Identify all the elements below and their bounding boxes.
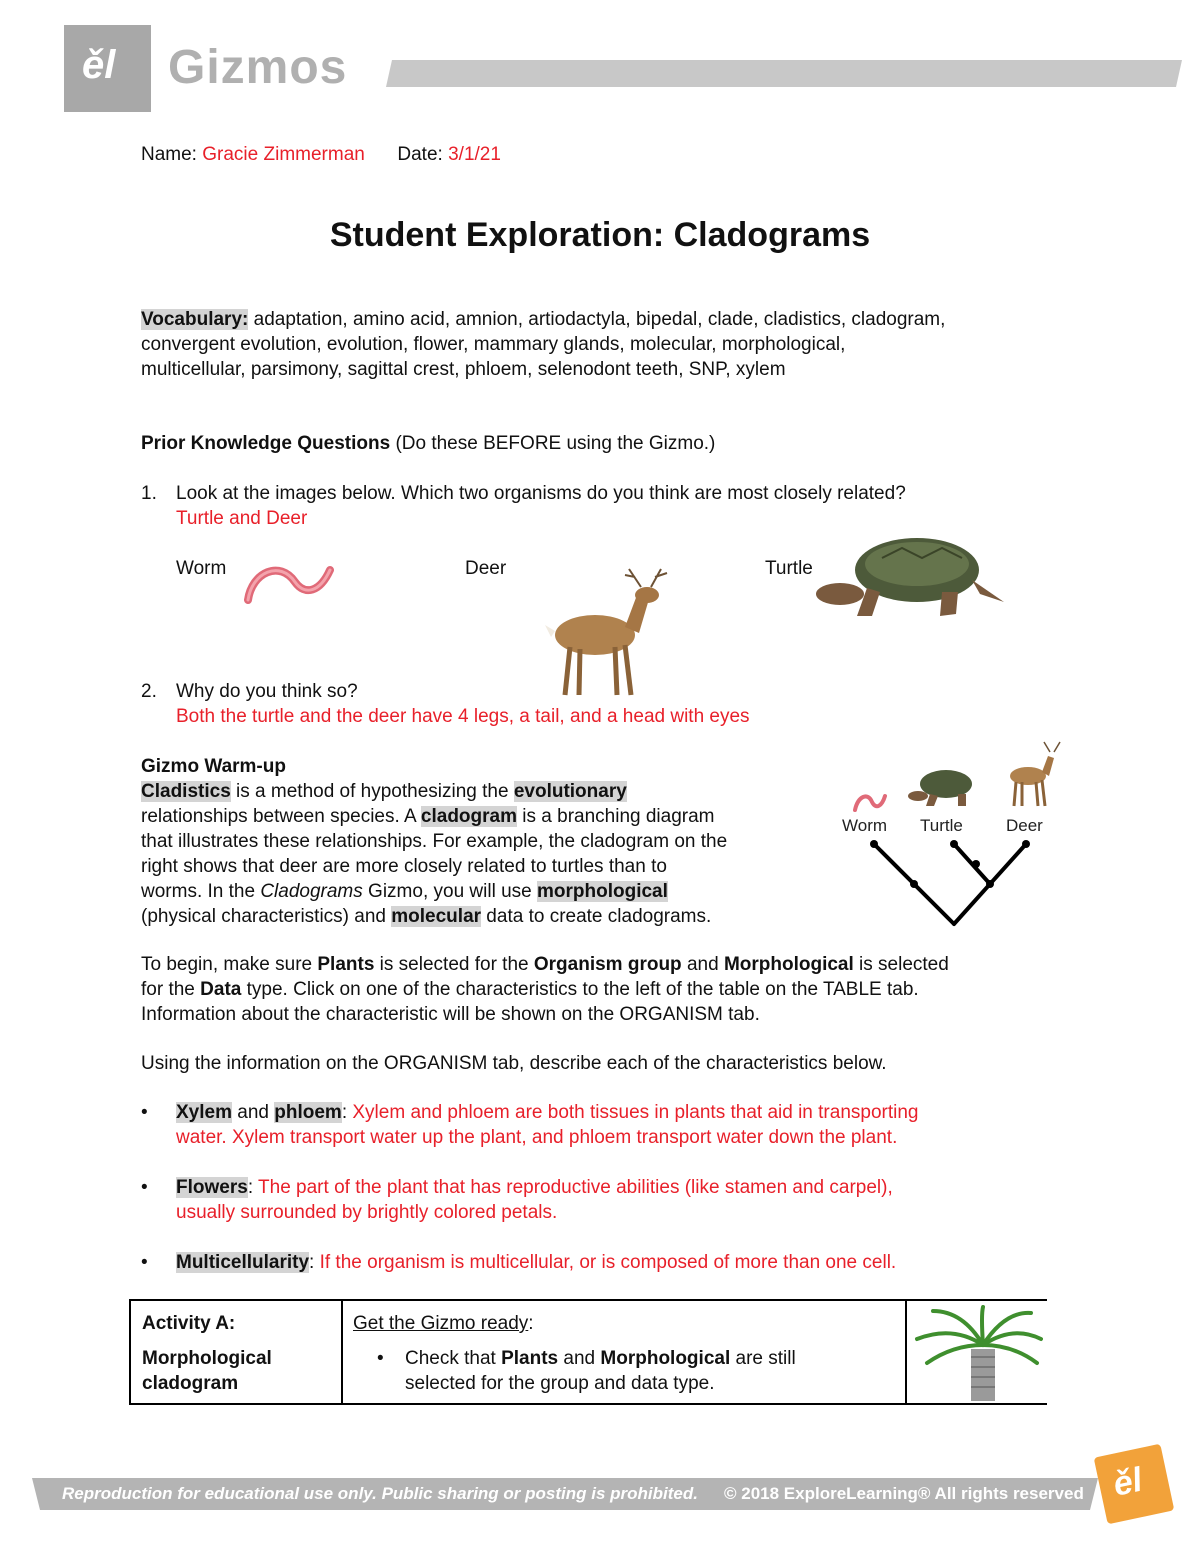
diagram-label-deer: Deer bbox=[1006, 816, 1043, 835]
question-1-answer: Turtle and Deer bbox=[176, 508, 308, 529]
answer-flowers-cont: usually surrounded by brightly colored petals. bbox=[176, 1202, 558, 1223]
term-cladistics: Cladistics bbox=[141, 781, 231, 802]
text-run: : bbox=[341, 1102, 353, 1123]
answer-xylem-cont: water. Xylem transport water up the plant, and phloem transport water down the plant. bbox=[176, 1127, 898, 1148]
text-run: data to create cladograms. bbox=[481, 906, 712, 927]
answer-xylem: Xylem and phloem are both tissues in plants that aid in transporting bbox=[352, 1102, 919, 1123]
term-morphological: Morphological bbox=[600, 1348, 731, 1369]
text-run: selected for the group and data type. bbox=[405, 1373, 715, 1394]
activity-title-cell bbox=[130, 1300, 342, 1404]
prior-heading bbox=[141, 431, 715, 456]
activity-label: Activity A: bbox=[142, 1313, 236, 1334]
begin-instructions bbox=[141, 952, 1101, 1027]
deer-mini-image bbox=[1000, 740, 1064, 810]
term-xylem: Xylem bbox=[176, 1102, 232, 1123]
term-flowers: Flowers bbox=[176, 1177, 248, 1198]
text-run: To begin, make sure bbox=[141, 954, 318, 975]
vocabulary-label: Vocabulary: bbox=[141, 309, 249, 330]
term-plants: Plants bbox=[501, 1348, 559, 1369]
name-label: Name: bbox=[141, 144, 197, 165]
text-run: Check that bbox=[405, 1348, 502, 1369]
name-value: Gracie Zimmerman bbox=[202, 144, 365, 165]
date-value: 3/1/21 bbox=[448, 144, 501, 165]
question-1 bbox=[176, 481, 1076, 531]
term-data: Data bbox=[200, 979, 242, 1000]
term-organism-group: Organism group bbox=[533, 954, 682, 975]
answer-flowers: The part of the plant that has reproductive abilities (like stamen and carpel), bbox=[258, 1177, 893, 1198]
get-ready-heading: Get the Gizmo ready bbox=[353, 1313, 529, 1334]
text-run: and bbox=[231, 1102, 275, 1123]
text-run: and bbox=[681, 954, 724, 975]
question-2-number: 2. bbox=[141, 681, 157, 702]
question-1-number: 1. bbox=[141, 483, 157, 504]
text-run: : bbox=[247, 1177, 259, 1198]
bullet-multicellularity bbox=[141, 1250, 1076, 1275]
text-run: is selected for the bbox=[374, 954, 534, 975]
activity-image-cell bbox=[906, 1300, 1047, 1404]
term-plants: Plants bbox=[317, 954, 375, 975]
explorelearning-logo bbox=[64, 25, 151, 112]
text-run: is selected bbox=[853, 954, 949, 975]
palm-plant-image bbox=[913, 1305, 1043, 1401]
activity-title: cladogram bbox=[142, 1373, 239, 1394]
text-run: relationships between species. A bbox=[141, 806, 421, 827]
turtle-mini-image bbox=[906, 766, 982, 808]
using-instructions: Using the information on the ORGANISM tab, describe each of the characteristics below. bbox=[141, 1053, 887, 1074]
vocabulary-line: adaptation, amino acid, amnion, artiodactyla, bipedal, clade, cladistics, cladogram, bbox=[253, 309, 946, 330]
warmup-section bbox=[141, 754, 831, 929]
term-morphological: morphological bbox=[537, 881, 668, 902]
term-phloem: phloem bbox=[274, 1102, 342, 1123]
text-run: right shows that deer are more closely related to turtles than to bbox=[141, 856, 667, 877]
worm-mini-image bbox=[852, 790, 888, 814]
text-run: : bbox=[309, 1252, 320, 1273]
text-run: that illustrates these relationships. For example, the cladogram on the bbox=[141, 831, 728, 852]
footer-copyright: © 2018 ExploreLearning® All rights reserved bbox=[724, 1484, 1084, 1503]
organism-label-deer: Deer bbox=[465, 558, 507, 579]
bullet-xylem-phloem bbox=[141, 1100, 1076, 1150]
gizmo-name: Cladograms bbox=[260, 881, 363, 902]
question-2-answer: Both the turtle and the deer have 4 legs, a tail, and a head with eyes bbox=[176, 706, 750, 727]
activity-bullet bbox=[343, 1336, 905, 1396]
diagram-label-worm: Worm bbox=[842, 816, 888, 835]
activity-instructions-cell bbox=[342, 1300, 906, 1404]
term-morphological: Morphological bbox=[723, 954, 854, 975]
text-run: Gizmo, you will use bbox=[362, 881, 537, 902]
warmup-heading: Gizmo Warm-up bbox=[141, 756, 286, 777]
bullet-icon: • bbox=[141, 1252, 148, 1273]
footer-logo-glyph: ěl bbox=[1109, 1460, 1146, 1504]
activity-title: Morphological bbox=[142, 1348, 272, 1369]
worm-image bbox=[240, 552, 340, 607]
prior-note: (Do these BEFORE using the Gizmo.) bbox=[395, 433, 716, 454]
text-run: is a branching diagram bbox=[517, 806, 715, 827]
bullet-icon: • bbox=[377, 1348, 384, 1369]
bullet-icon: • bbox=[141, 1102, 148, 1123]
question-1-text: Look at the images below. Which two organisms do you think are most closely related? bbox=[176, 483, 906, 504]
vocabulary bbox=[141, 307, 1101, 382]
cladogram-branches bbox=[830, 836, 1070, 930]
name-date-line bbox=[141, 142, 501, 167]
text-run: type. Click on one of the characteristics to the left of the table on the TABLE tab. bbox=[241, 979, 919, 1000]
organism-label-turtle: Turtle bbox=[765, 558, 813, 579]
bullet-icon: • bbox=[141, 1177, 148, 1198]
question-2 bbox=[176, 679, 1076, 729]
text-run: : bbox=[528, 1313, 534, 1334]
text-run: are still bbox=[730, 1348, 796, 1369]
term-molecular: molecular bbox=[391, 906, 482, 927]
vocabulary-line: convergent evolution, evolution, flower, mammary glands, molecular, morphological, bbox=[141, 334, 846, 355]
page-title: Student Exploration: Cladograms bbox=[329, 216, 871, 254]
cladogram-diagram bbox=[830, 740, 1070, 930]
question-2-text: Why do you think so? bbox=[176, 681, 358, 702]
footer-logo bbox=[1094, 1444, 1175, 1525]
header-bar bbox=[386, 60, 1182, 87]
date-label: Date: bbox=[397, 144, 443, 165]
term-evolutionary: evolutionary bbox=[513, 781, 627, 802]
text-run: for the bbox=[141, 979, 201, 1000]
gizmos-brand: Gizmos bbox=[168, 41, 348, 94]
logo-glyph: ěl bbox=[82, 43, 116, 87]
prior-title: Prior Knowledge Questions bbox=[141, 433, 391, 454]
bullet-flowers bbox=[141, 1175, 1076, 1225]
term-multicellularity: Multicellularity bbox=[176, 1252, 310, 1273]
footer-disclaimer: Reproduction for educational use only. Public sharing or posting is prohibited. bbox=[62, 1484, 698, 1503]
answer-multicellularity: If the organism is multicellular, or is composed of more than one cell. bbox=[319, 1252, 897, 1273]
turtle-image bbox=[812, 528, 1007, 620]
activity-table bbox=[129, 1299, 1047, 1405]
vocabulary-line: multicellular, parsimony, sagittal crest, phloem, selenodont teeth, SNP, xylem bbox=[141, 359, 786, 380]
text-run: Information about the characteristic will be shown on the ORGANISM tab. bbox=[141, 1004, 760, 1025]
organism-label-worm: Worm bbox=[176, 558, 227, 579]
text-run: and bbox=[558, 1348, 601, 1369]
text-run: (physical characteristics) and bbox=[141, 906, 392, 927]
text-run: is a method of hypothesizing the bbox=[230, 781, 514, 802]
term-cladogram: cladogram bbox=[420, 806, 517, 827]
diagram-label-turtle: Turtle bbox=[920, 816, 963, 835]
text-run: worms. In the bbox=[141, 881, 261, 902]
